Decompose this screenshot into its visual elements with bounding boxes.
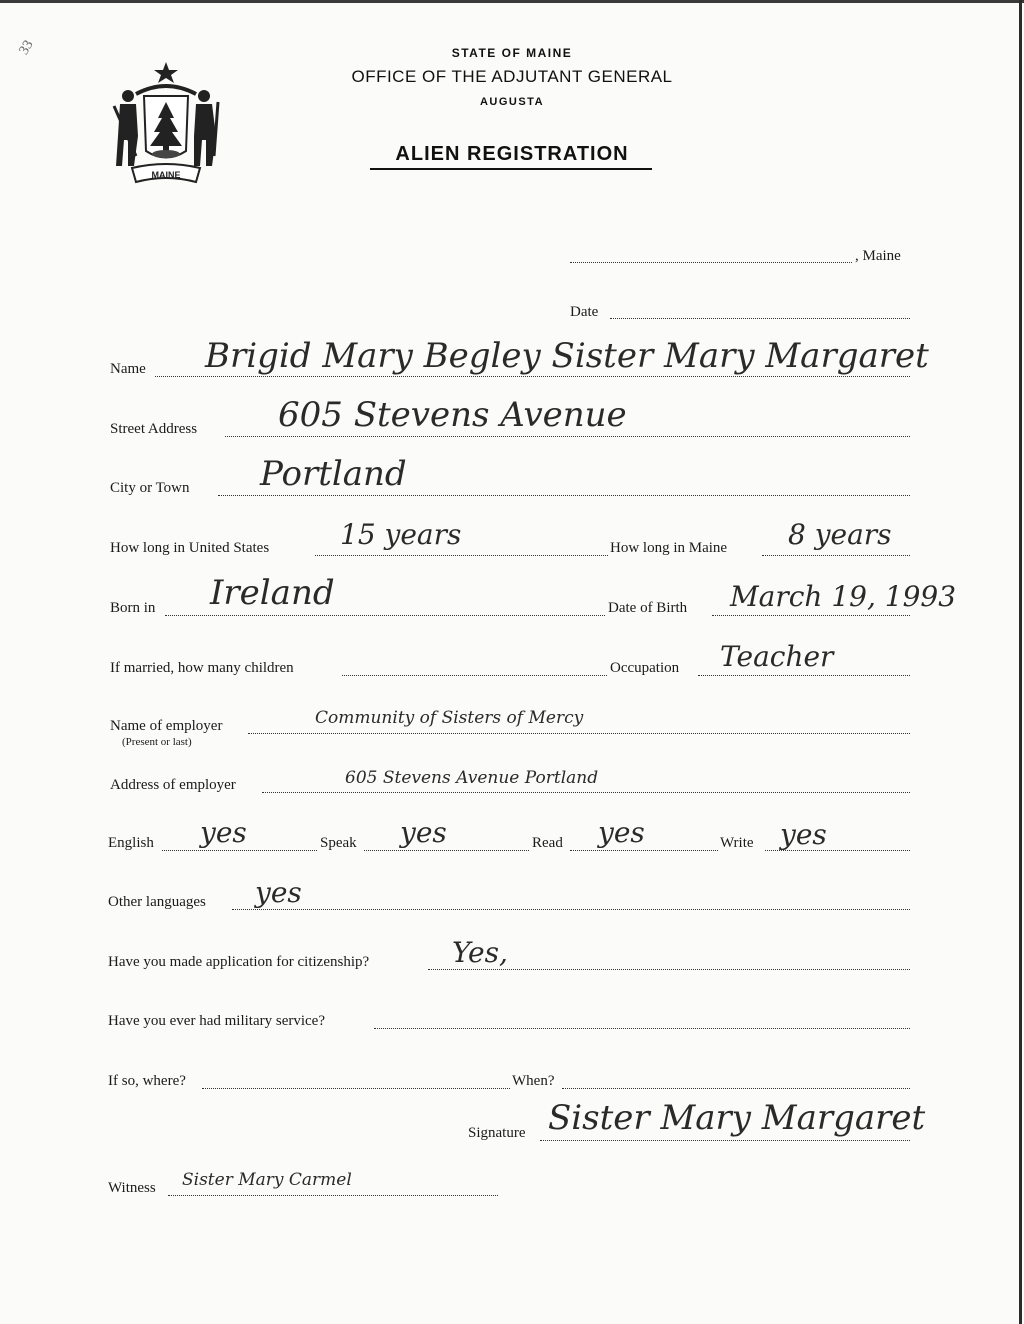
occupation-line bbox=[698, 675, 910, 676]
employer-address-line bbox=[262, 792, 910, 793]
state-seal-icon bbox=[106, 56, 226, 186]
employer-sublabel: (Present or last) bbox=[122, 736, 192, 748]
street-label: Street Address bbox=[110, 421, 198, 437]
maine-line bbox=[570, 262, 852, 263]
born-in-line bbox=[165, 615, 605, 616]
employer-label: Name of employer bbox=[110, 718, 223, 734]
name-line bbox=[155, 376, 910, 377]
english-label: English bbox=[108, 835, 154, 851]
citizenship-line bbox=[428, 969, 910, 970]
when-line bbox=[562, 1088, 910, 1089]
born-in-label: Born in bbox=[110, 600, 156, 616]
other-languages-label: Other languages bbox=[108, 894, 206, 910]
when-label: When? bbox=[512, 1073, 555, 1089]
street-line bbox=[225, 436, 910, 437]
name-value: Brigid Mary Begley Sister Mary Margaret bbox=[205, 336, 929, 376]
born-in-value: Ireland bbox=[210, 573, 335, 613]
speak-line bbox=[364, 850, 529, 851]
speak-label: Speak bbox=[320, 835, 357, 851]
other-languages-value: yes bbox=[255, 876, 302, 909]
witness-value: Sister Mary Carmel bbox=[182, 1170, 352, 1190]
employer-address-label: Address of employer bbox=[110, 777, 236, 793]
employer-value: Community of Sisters of Mercy bbox=[315, 708, 584, 728]
title-underline bbox=[370, 168, 652, 170]
employer-line bbox=[248, 733, 910, 734]
city-heading: AUGUSTA bbox=[479, 96, 545, 108]
form-title: ALIEN REGISTRATION bbox=[395, 143, 629, 165]
date-label: Date bbox=[570, 304, 599, 320]
where-line bbox=[202, 1088, 510, 1089]
children-line bbox=[342, 675, 607, 676]
office-heading: OFFICE OF THE ADJUTANT GENERAL bbox=[351, 67, 673, 86]
speak-value: yes bbox=[400, 816, 447, 849]
city-value: Portland bbox=[260, 454, 407, 494]
citizenship-label: Have you made application for citizenship? bbox=[108, 954, 370, 970]
where-label: If so, where? bbox=[108, 1073, 186, 1089]
state-heading: STATE OF MAINE bbox=[451, 46, 573, 60]
witness-line bbox=[168, 1195, 498, 1196]
how-long-us-line bbox=[315, 555, 608, 556]
name-label: Name bbox=[110, 361, 146, 377]
signature-value: Sister Mary Margaret bbox=[548, 1098, 926, 1138]
corner-number: 33 bbox=[16, 37, 37, 58]
occupation-label: Occupation bbox=[610, 660, 680, 676]
dob-value: March 19, 1993 bbox=[730, 580, 957, 613]
scan-edge-right bbox=[1019, 0, 1022, 1324]
dob-line bbox=[712, 615, 910, 616]
signature-line bbox=[540, 1140, 910, 1141]
seal-banner-text: MAINE bbox=[151, 170, 181, 180]
military-label: Have you ever had military service? bbox=[108, 1013, 325, 1029]
read-line bbox=[570, 850, 718, 851]
citizenship-value: Yes, bbox=[452, 936, 508, 969]
date-line bbox=[610, 318, 910, 319]
english-value: yes bbox=[200, 816, 247, 849]
how-long-maine-value: 8 years bbox=[788, 518, 892, 551]
how-long-maine-line bbox=[762, 555, 910, 556]
dob-label: Date of Birth bbox=[608, 600, 688, 616]
how-long-us-value: 15 years bbox=[340, 518, 462, 551]
read-label: Read bbox=[532, 835, 563, 851]
other-languages-line bbox=[232, 909, 910, 910]
street-value: 605 Stevens Avenue bbox=[278, 395, 627, 435]
write-value: yes bbox=[780, 818, 827, 851]
occupation-value: Teacher bbox=[720, 640, 834, 673]
military-line bbox=[374, 1028, 910, 1029]
write-label: Write bbox=[720, 835, 754, 851]
signature-label: Signature bbox=[468, 1125, 526, 1141]
read-value: yes bbox=[598, 816, 645, 849]
witness-label: Witness bbox=[108, 1180, 156, 1196]
maine-label: , Maine bbox=[855, 248, 901, 264]
english-line bbox=[162, 850, 317, 851]
how-long-maine-label: How long in Maine bbox=[610, 540, 728, 556]
how-long-us-label: How long in United States bbox=[110, 540, 270, 556]
children-label: If married, how many children bbox=[110, 660, 294, 676]
city-label: City or Town bbox=[110, 480, 190, 496]
city-line bbox=[218, 495, 910, 496]
scan-edge-top bbox=[0, 0, 1024, 3]
employer-address-value: 605 Stevens Avenue Portland bbox=[345, 768, 599, 788]
